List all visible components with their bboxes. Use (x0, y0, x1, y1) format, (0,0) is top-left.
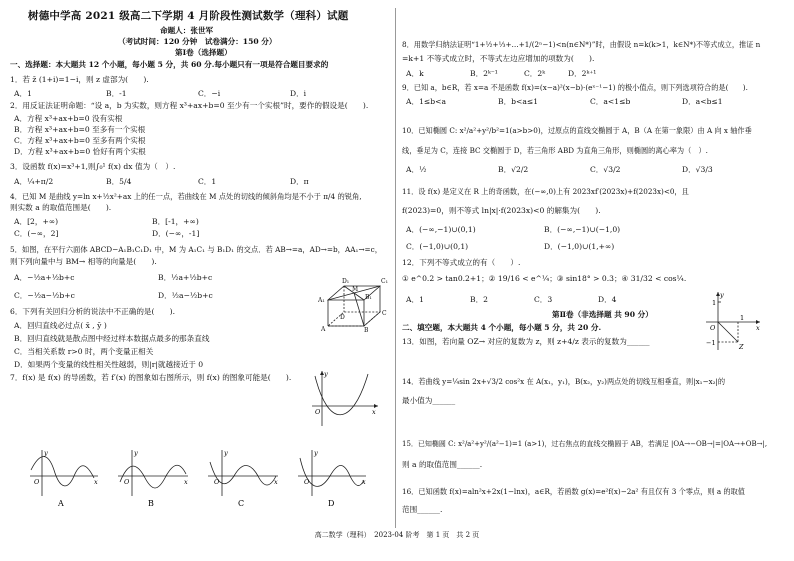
fig5-label-a: A (321, 326, 326, 332)
q1-option-d: D．i (290, 89, 307, 98)
q8-option-a: A．k (406, 69, 424, 78)
q2-stem: 2．用反证法证明命题：“设 a，b 为实数，则方程 x³+ax+b=0 至少有一个实根”时，要作的假设是( ). (10, 101, 369, 110)
q10-option-c: C．√3/2 (590, 165, 621, 174)
q14-stem-2: 最小值为______ (402, 396, 456, 405)
q7a-axis-y: y (44, 449, 48, 457)
q16-stem: 16．已知函数 f(x)=aln²x+2x(1−lnx)，a∈R，若函数 g(x)=e²f(x)−2a² 有且仅有 3 个零点，则 a 的取值 (402, 487, 745, 496)
q9-stem: 9．已知 a，b∈R，若 x=a 不是函数 f(x)=(x−a)²(x−b)·(eˣ⁻¹−1) 的极小值点，则下列选项符合的是( ). (402, 83, 748, 92)
q3-stem: 3．设函数 f(x)=x³+1,则∫₀¹ f(x) dx 值为（ ）. (10, 162, 176, 171)
q7a-axis-x: x (94, 478, 98, 486)
q6-option-b: B．回归直线就是散点图中经过样本数据点最多的那条直线 (14, 334, 210, 343)
q10-option-a: A．½ (406, 165, 427, 174)
q7-graph-label-c: C (238, 499, 245, 508)
parallelepiped-figure (318, 272, 398, 332)
fig5-label-a1: A₁ (318, 297, 325, 304)
exam-title: 树德中学高 2021 级高二下学期 4 月阶段性测试数学（理科）试题 (28, 10, 349, 22)
q9-option-b: B．b<a≤1 (498, 97, 539, 106)
q3-option-a: A．¼+π/2 (14, 177, 54, 186)
q4-option-d: D．(−∞，-1] (152, 229, 200, 238)
q6-stem: 6．下列有关回归分析的说法中不正确的是( ). (10, 307, 176, 316)
q13-origin: O (710, 324, 716, 332)
volume-two-heading: 第Ⅱ卷（非选择题 共 90 分） (552, 310, 653, 319)
q13-tick-1-y: 1 (712, 299, 717, 307)
q7b-axis-y: y (134, 449, 138, 457)
q12-option-a: A．1 (406, 295, 424, 304)
q6-option-d: D．如果两个变量的线性相关性越弱，则|r|就越接近于 0 (14, 360, 204, 369)
fig5-label-m: M (352, 286, 359, 293)
fig5-label-b1: B₁ (365, 294, 372, 301)
q1-option-c: C．−i (198, 89, 221, 98)
q12-stem-2: ① e^0.2 > tan0.2+1；② 19/16 < e^¼；③ sin18° > 0.3；④ 31/32 < cos¼. (402, 274, 687, 283)
q7b-origin: O (124, 478, 130, 486)
q5-option-a: A．−½a+½b+c (14, 273, 75, 282)
fig5-label-d1: D₁ (342, 278, 350, 285)
q8-stem: 8．用数学归纳法证明“1+½+⅓+…+1/(2ⁿ−1)<n(n∈N*)”时，由假设 n=k(k>1，k∈N*)不等式成立，推证 n (402, 40, 761, 49)
q16-stem-2: 范围______. (402, 505, 443, 514)
q4-option-b: B．[-1，+∞) (152, 217, 199, 226)
q3-option-d: D．π (290, 177, 309, 186)
q11-stem: 11．设 f(x) 是定义在 R 上的奇函数，在(−∞,0)上有 2023xf′(2023x)+f(2023x)<0，且 (402, 187, 689, 196)
q13-axis-x: x (756, 324, 760, 332)
q15-stem: 15．已知椭圆 C: x²/a²+y²/(a²−1)=1 (a>1)，过右焦点的直线交椭圆于 AB，若满足 |OA→−OB→|=|OA→+OB→|, (402, 440, 768, 448)
q5-stem: 5．如图，在平行六面体 ABCD−A₁B₁C₁D₁ 中，M 为 A₁C₁ 与 B₁D₁ 的交点．若 AB→=a，AD→=b，AA₁→=c， (10, 245, 383, 254)
q2-option-a: A．方程 x³+ax+b=0 没有实根 (14, 114, 123, 123)
q10-stem: 10．已知椭圆 C: x²/a²+y²/b²=1(a>b>0)，过原点的直线交椭圆于 A，B（A 在第一象限）由 A 向 x 轴作垂 (402, 126, 752, 135)
q11-option-c: C．(−1,0)∪(0,1) (406, 242, 469, 251)
q13-point-z: Z (739, 343, 744, 351)
q13-axis-y: y (720, 291, 724, 299)
q4-stem: 4．已知 M 是曲线 y=ln x+½x²+ax 上的任一点，若曲线在 M 点处的切线的倾斜角均是不小于 π/4 的锐角, (10, 192, 362, 201)
q13-tick-neg1: −1 (706, 339, 716, 347)
q7-derivative-graph (310, 368, 380, 428)
q1-stem: 1．若 z̄ (1+i)=1−i，则 z 虚部为( ). (10, 75, 149, 84)
q4-option-a: A．[2，+∞) (14, 217, 59, 226)
fig5-label-c1: C₁ (381, 278, 388, 285)
section-two-heading: 二、填空题，本大题共 4 个小题，每小题 5 分，共 20 分. (402, 323, 602, 332)
exam-info: （考试时间：120 分钟 试卷满分：150 分） (118, 37, 277, 46)
q4-stem-2: 则实数 a 的取值范围是( ). (10, 203, 112, 212)
q14-stem: 14．若曲线 y=¼sin 2x+√3/2 cos²x 在 A(x₁，y₁)，B(x₂，y₂)两点处的切线互相垂直，则|x₁−x₂|的 (402, 377, 726, 386)
q4-option-c: C．(−∞，2] (14, 229, 59, 238)
q6-option-a: A．回归直线必过点( x̄ , ȳ ) (14, 321, 107, 330)
q8-option-d: D．2ᵏ⁺¹ (568, 69, 597, 78)
q3-option-b: B．5/4 (106, 177, 132, 186)
q7c-origin: O (214, 478, 220, 486)
q11-option-b: B．(−∞,−1)∪(−1,0) (544, 225, 621, 234)
q13-stem: 13．如图，若向量 OZ→ 对应的复数为 z，则 z+4/z 表示的复数为______ (402, 337, 650, 346)
q13-tick-1-x: 1 (740, 314, 745, 322)
q12-stem: 12．下列不等式成立的有（ ）. (402, 258, 521, 267)
q7-graph-label-b: B (148, 499, 154, 508)
q12-option-c: C．3 (534, 295, 553, 304)
q2-option-b: B．方程 x³+ax+b=0 至多有一个实根 (14, 125, 146, 134)
q11-option-d: D．(−1,0)∪(1,+∞) (544, 242, 615, 251)
page-footer: 高二数学（理科） 2023-04 阶考 第 1 页 共 2 页 (314, 531, 480, 539)
q10-option-d: D．√3/3 (682, 165, 713, 174)
column-divider (395, 8, 396, 528)
q9-option-c: C．a<1≤b (590, 97, 631, 106)
section-one-heading: 一、选择题：本大题共 12 个小题，每小题 5 分，共 60 分.每小题只有一项是符合题目要求的 (10, 60, 329, 69)
q9-option-a: A．1≤b<a (406, 97, 447, 106)
q7-fp-axis-x: x (372, 408, 376, 416)
fig5-label-d: D (340, 314, 345, 321)
q11-option-a: A．(−∞,−1)∪(0,1) (406, 225, 476, 234)
fig5-label-c: C (382, 310, 387, 317)
q8-stem-2: =k+1 不等式成立时，不等式左边应增加的项数为( ). (402, 54, 595, 63)
q7-stem: 7．f(x) 是 f(x) 的导函数，若 f′(x) 的图象如右图所示，则 f(x) 的图象可能是( ). (10, 373, 292, 382)
q10-option-b: B．√2/2 (498, 165, 529, 174)
q9-option-d: D．a<b≤1 (682, 97, 723, 106)
q7d-axis-x: x (362, 478, 366, 486)
q3-option-c: C．1 (198, 177, 217, 186)
q5-option-c: C．−½a−½b+c (14, 291, 75, 300)
q8-option-b: B．2ᵏ⁻¹ (470, 69, 498, 78)
q11-stem-2: f(2023)=0，则不等式 ln|x|·f(2023x)<0 的解集为( ). (402, 206, 601, 215)
q5-stem-2: 则下列向量中与 BM→ 相等的向量是( ). (10, 257, 157, 266)
q5-option-b: B．½a+½b+c (158, 273, 213, 282)
q7c-axis-x: x (274, 478, 278, 486)
q7-fp-axis-y: y (324, 370, 328, 378)
q7-option-graphs (28, 448, 368, 508)
q7a-origin: O (34, 478, 40, 486)
q15-stem-2: 则 a 的取值范围______. (402, 460, 483, 469)
q7d-axis-y: y (314, 449, 318, 457)
q7-fp-origin: O (315, 408, 321, 416)
q13-complex-plane-figure (702, 290, 762, 352)
q2-option-d: D．方程 x³+ax+b=0 恰好有两个实根 (14, 147, 146, 156)
q8-option-c: C．2ᵏ (524, 69, 546, 78)
q7d-origin: O (304, 478, 310, 486)
q1-option-b: B．-1 (106, 89, 127, 98)
author-line: 命题人：张世军 (160, 26, 214, 35)
q1-option-a: A．1 (14, 89, 32, 98)
fig5-label-b: B (364, 327, 369, 332)
q7-graph-label-a: A (58, 499, 64, 508)
q10-stem-2: 线，垂足为 C，连接 BC 交椭圆于 D，若三角形 ABD 为直角三角形，则椭圆的离心率为（ ）. (402, 146, 708, 155)
q6-option-c: C．当相关系数 r>0 时，两个变量正相关 (14, 347, 154, 356)
q7-graph-label-d: D (328, 499, 335, 508)
q7c-axis-y: y (224, 449, 228, 457)
q5-option-d: D．½a−½b+c (158, 291, 213, 300)
volume-one-heading: 第Ⅰ卷（选择题） (175, 48, 232, 57)
q7b-axis-x: x (184, 478, 188, 486)
q12-option-d: D．4 (598, 295, 617, 304)
q2-option-c: C．方程 x³+ax+b=0 至多有两个实根 (14, 136, 146, 145)
q12-option-b: B．2 (470, 295, 489, 304)
